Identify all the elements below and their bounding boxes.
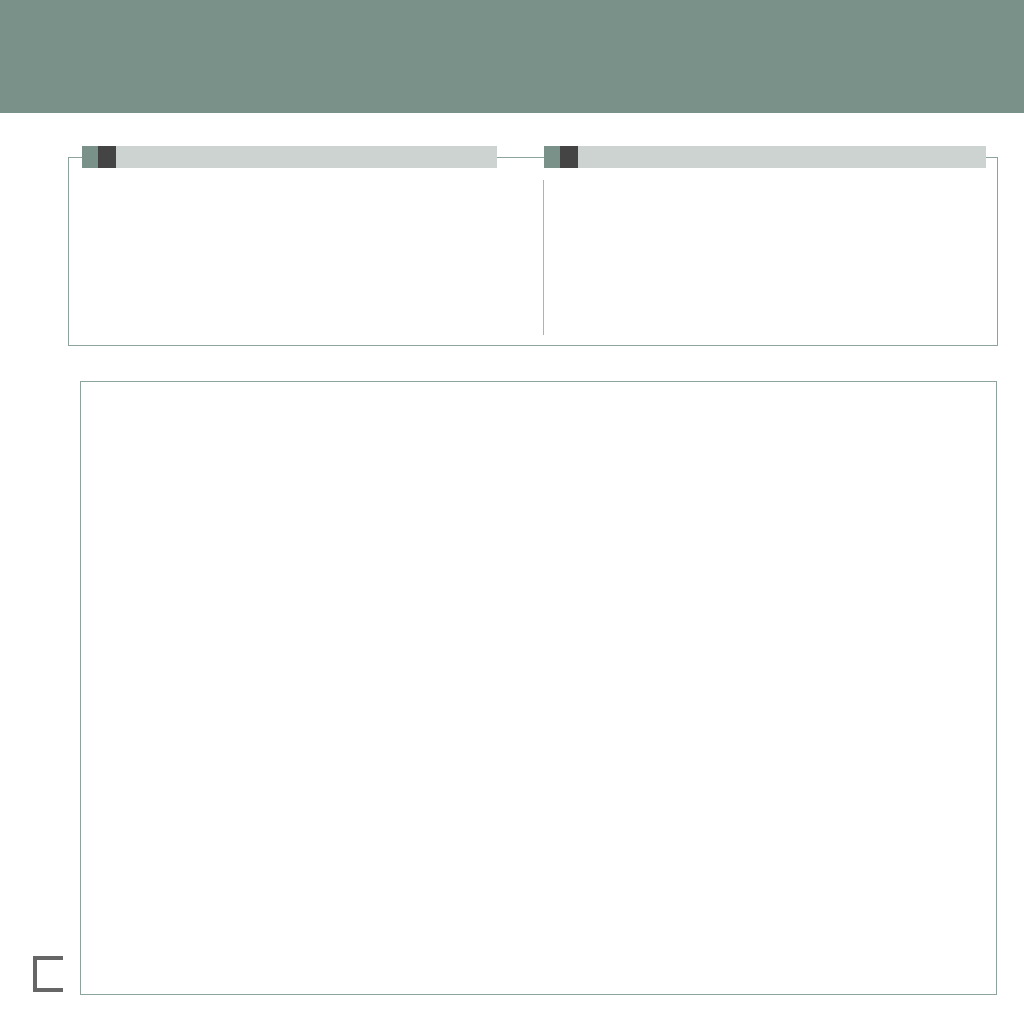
page-header: [0, 0, 1024, 113]
top-section-box: [68, 157, 998, 346]
lacquer-section-box: [80, 381, 997, 995]
group-tag: [544, 146, 560, 168]
origine-header: [544, 146, 986, 168]
arty-header: [82, 146, 497, 168]
page-number: [33, 956, 63, 992]
group-tag: [82, 146, 98, 168]
